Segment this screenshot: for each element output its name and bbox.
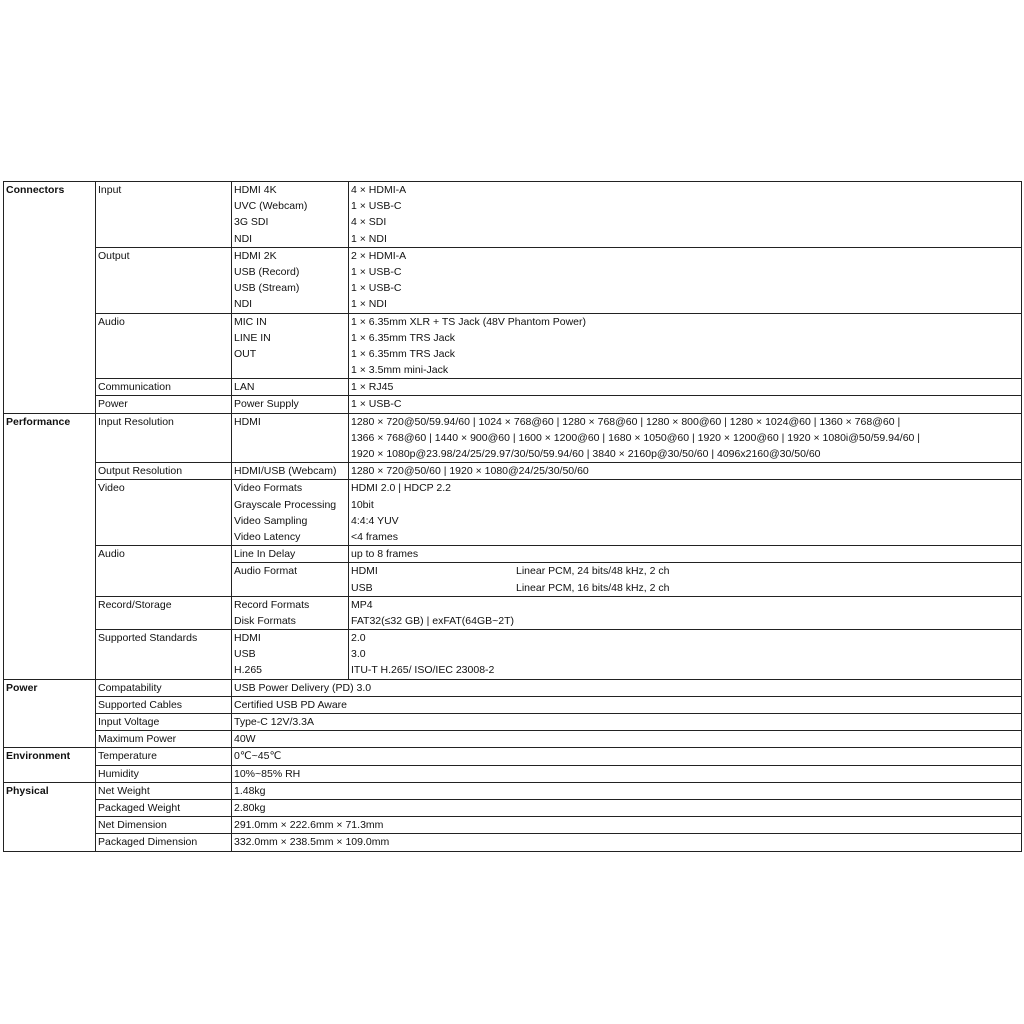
output-resolution-value: 1280 × 720@50/60 | 1920 × 1080@24/25/30/50/60 bbox=[349, 463, 1022, 480]
table-row bbox=[4, 480, 1022, 546]
table-row bbox=[4, 714, 1022, 731]
table-row bbox=[4, 630, 1022, 680]
audio-connector-values: 1 × 6.35mm XLR + TS Jack (48V Phantom Power) 1 × 6.35mm TRS Jack 1 × 6.35mm TRS Jack 1 × 3.5mm mini-Jack bbox=[349, 313, 1022, 379]
table-row bbox=[4, 546, 1022, 563]
power-label: Input Voltage bbox=[96, 714, 232, 731]
output-values: 2 × HDMI-A 1 × USB-C 1 × USB-C 1 × NDI bbox=[349, 247, 1022, 313]
output-items: HDMI 2K USB (Record) USB (Stream) NDI bbox=[232, 247, 349, 313]
environment-label: Temperature bbox=[96, 748, 232, 765]
physical-value: 291.0mm × 222.6mm × 71.3mm bbox=[232, 817, 1022, 834]
physical-label: Packaged Weight bbox=[96, 799, 232, 816]
section-communication: Communication bbox=[96, 379, 232, 396]
table-row bbox=[4, 748, 1022, 765]
category-physical: Physical bbox=[4, 782, 96, 851]
section-power-connector: Power bbox=[96, 396, 232, 413]
power-connector-item: Power Supply bbox=[232, 396, 349, 413]
physical-label: Net Dimension bbox=[96, 817, 232, 834]
table-row bbox=[4, 731, 1022, 748]
table-row bbox=[4, 379, 1022, 396]
line-in-delay-value: up to 8 frames bbox=[349, 546, 1022, 563]
table-row bbox=[4, 396, 1022, 413]
table-row bbox=[4, 182, 1022, 248]
section-audio-connectors: Audio bbox=[96, 313, 232, 379]
section-standards: Supported Standards bbox=[96, 630, 232, 680]
standards-items: HDMI USB H.265 bbox=[232, 630, 349, 680]
environment-value: 10%~85% RH bbox=[232, 765, 1022, 782]
section-output: Output bbox=[96, 247, 232, 313]
power-value: 40W bbox=[232, 731, 1022, 748]
physical-value: 1.48kg bbox=[232, 782, 1022, 799]
table-row bbox=[4, 696, 1022, 713]
audio-format-values: HDMI Linear PCM, 24 bits/48 kHz, 2 ch USB Linear PCM, 16 bits/48 kHz, 2 ch bbox=[349, 563, 1022, 596]
power-value: Type-C 12V/3.3A bbox=[232, 714, 1022, 731]
standards-values: 2.0 3.0 ITU-T H.265/ ISO/IEC 23008-2 bbox=[349, 630, 1022, 680]
table-row bbox=[4, 313, 1022, 379]
power-connector-value: 1 × USB-C bbox=[349, 396, 1022, 413]
environment-value: 0℃~45℃ bbox=[232, 748, 1022, 765]
physical-label: Packaged Dimension bbox=[96, 834, 232, 851]
table-row bbox=[4, 413, 1022, 463]
section-input-resolution: Input Resolution bbox=[96, 413, 232, 463]
table-row bbox=[4, 679, 1022, 696]
power-label: Supported Cables bbox=[96, 696, 232, 713]
table-row bbox=[4, 596, 1022, 629]
communication-item: LAN bbox=[232, 379, 349, 396]
section-video: Video bbox=[96, 480, 232, 546]
table-row bbox=[4, 834, 1022, 851]
record-storage-values: MP4 FAT32(≤32 GB) | exFAT(64GB~2T) bbox=[349, 596, 1022, 629]
power-label: Compatability bbox=[96, 679, 232, 696]
category-environment: Environment bbox=[4, 748, 96, 782]
environment-label: Humidity bbox=[96, 765, 232, 782]
table-row bbox=[4, 247, 1022, 313]
category-performance: Performance bbox=[4, 413, 96, 679]
section-output-resolution: Output Resolution bbox=[96, 463, 232, 480]
section-audio-performance: Audio bbox=[96, 546, 232, 597]
table-row bbox=[4, 817, 1022, 834]
physical-value: 332.0mm × 238.5mm × 109.0mm bbox=[232, 834, 1022, 851]
input-items: HDMI 4K UVC (Webcam) 3G SDI NDI bbox=[232, 182, 349, 248]
input-values: 4 × HDMI-A 1 × USB-C 4 × SDI 1 × NDI bbox=[349, 182, 1022, 248]
audio-connector-items: MIC IN LINE IN OUT bbox=[232, 313, 349, 379]
table-row bbox=[4, 799, 1022, 816]
input-resolution-item: HDMI bbox=[232, 413, 349, 463]
output-resolution-item: HDMI/USB (Webcam) bbox=[232, 463, 349, 480]
spec-table bbox=[3, 181, 1022, 852]
section-record-storage: Record/Storage bbox=[96, 596, 232, 629]
input-resolution-values: 1280 × 720@50/59.94/60 | 1024 × 768@60 | 1280 × 768@60 | 1280 × 800@60 | 1280 × 1024@60 | 1360 × 768@60 | 1366 × 768@60 | 1440 × 900@60 | 1600 × 1200@60 | 1680 × 1050@60 | 1920 × 1200@60 | 1920 × 1080i@50/59.94/60 | 1920 × 1080p@23.98/24/25/29.97/30/50/59.94/60 | 3840 × 2160p@30/50/60 | 4096x2160@30/50/60 bbox=[349, 413, 1022, 463]
audio-format-item: Audio Format bbox=[232, 563, 349, 596]
category-connectors: Connectors bbox=[4, 182, 96, 414]
power-value: Certified USB PD Aware bbox=[232, 696, 1022, 713]
table-row bbox=[4, 765, 1022, 782]
physical-value: 2.80kg bbox=[232, 799, 1022, 816]
line-in-delay-item: Line In Delay bbox=[232, 546, 349, 563]
power-label: Maximum Power bbox=[96, 731, 232, 748]
communication-value: 1 × RJ45 bbox=[349, 379, 1022, 396]
category-power: Power bbox=[4, 679, 96, 748]
video-items: Video Formats Grayscale Processing Video Sampling Video Latency bbox=[232, 480, 349, 546]
physical-label: Net Weight bbox=[96, 782, 232, 799]
power-value: USB Power Delivery (PD) 3.0 bbox=[232, 679, 1022, 696]
section-input: Input bbox=[96, 182, 232, 248]
video-values: HDMI 2.0 | HDCP 2.2 10bit 4:4:4 YUV <4 frames bbox=[349, 480, 1022, 546]
record-storage-items: Record Formats Disk Formats bbox=[232, 596, 349, 629]
table-row bbox=[4, 782, 1022, 799]
table-row bbox=[4, 463, 1022, 480]
